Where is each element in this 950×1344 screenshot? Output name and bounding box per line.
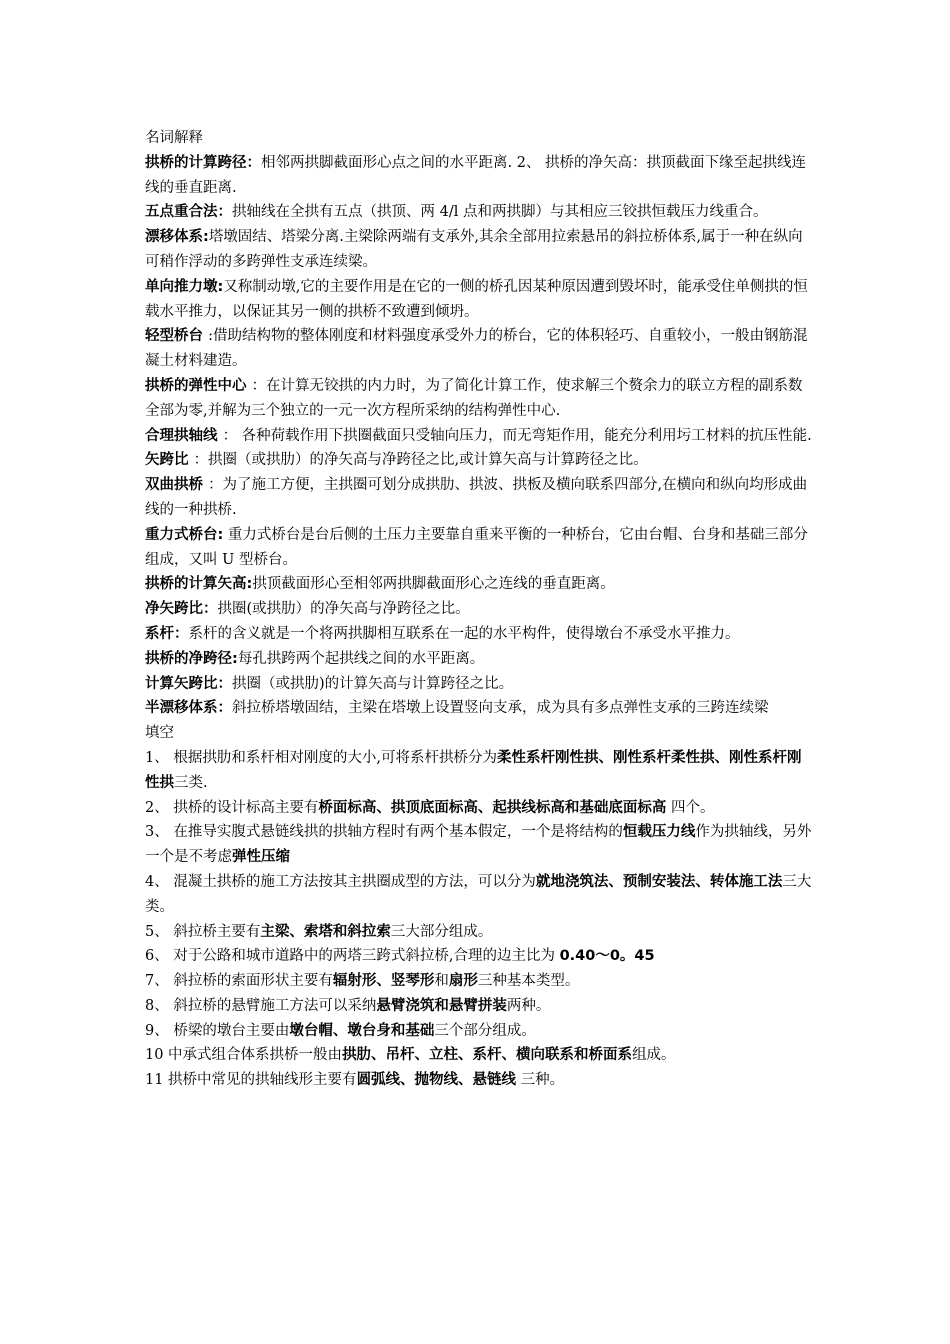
fill-item — [145, 1068, 815, 1093]
term-text: ：为了施工方便，主拱圈可划分成拱肋、拱波、拱板及横向联系四部分,在横向和纵向均形成曲线的一种拱桥. — [145, 477, 808, 518]
term-text: 斜拉桥塔墩固结，主梁在塔墩上设置竖向支承，成为具有多点弹性支承的三跨连续梁 — [232, 700, 769, 717]
answer-text: 弹性压缩 — [232, 849, 290, 866]
fill-list — [145, 746, 815, 1093]
term-definition — [145, 622, 815, 647]
term-definition — [145, 523, 815, 573]
term-name: 五点重合法： — [145, 204, 232, 221]
term-definition — [145, 448, 815, 473]
question-text: 作为拱轴线，另外一个是不考虑 — [145, 824, 812, 866]
answer-text: 拱肋、吊杆、立柱、系杆、横向联系和桥面系 — [342, 1047, 633, 1064]
question-text: 8、 斜拉桥的悬臂施工方法可以采纳 — [145, 997, 377, 1014]
question-text: 3、 在推导实腹式悬链线拱的拱轴方程时有两个基本假定，一个是将结构的 — [145, 824, 623, 841]
term-text: ： 各种荷载作用下拱圈截面只受轴向压力，而无弯矩作用，能充分利用圬工材料的抗压性能. — [222, 427, 812, 444]
fill-item — [145, 1043, 815, 1068]
term-name: 单向推力墩: — [145, 278, 224, 295]
question-text: 四个。 — [666, 799, 715, 816]
term-name: 双曲拱桥 — [145, 477, 209, 494]
question-text: 10 中承式组合体系拱桥一般由 — [145, 1047, 343, 1064]
term-name: 重力式桥台: — [145, 526, 224, 543]
term-definition — [145, 672, 815, 697]
term-definition — [145, 473, 815, 523]
question-text: 6、 对于公路和城市道路中的两塔三跨式斜拉桥,合理的边主比为 — [145, 948, 560, 965]
term-text: 拱顶截面形心至相邻两拱脚截面形心之连线的垂直距离。 — [252, 576, 615, 593]
term-definition — [145, 424, 815, 449]
terms-list — [145, 151, 815, 721]
fill-item — [145, 820, 815, 870]
question-text: 7、 斜拉桥的索面形状主要有 — [145, 973, 333, 990]
answer-text: 主梁、索塔和斜拉索 — [260, 923, 391, 940]
question-text: 2、 拱桥的设计标高主要有 — [145, 799, 319, 816]
term-text: 相邻两拱脚截面形心点之间的水平距离. 2、 拱桥的净矢高：拱顶截面下缘至起拱线连线的垂直距离. — [145, 154, 807, 196]
fill-item — [145, 796, 815, 821]
answer-text: 墩台帽、墩台身和基础 — [289, 1022, 435, 1039]
question-text: 4、 混凝土拱桥的施工方法按其主拱圈成型的方法，可以分为 — [145, 873, 536, 890]
term-definition — [145, 572, 815, 597]
term-name: 轻型桥台 — [145, 328, 209, 345]
answer-text: 悬臂浇筑和悬臂拼装 — [376, 997, 507, 1014]
question-text: 5、 斜拉桥主要有 — [145, 923, 261, 940]
term-definition — [145, 324, 815, 374]
term-name: 净矢跨比： — [145, 601, 218, 618]
question-text: 1、 根据拱肋和系杆相对刚度的大小,可将系杆拱桥分为 — [145, 749, 497, 766]
term-name: 系杆： — [145, 625, 189, 642]
question-text: 三个部分组成。 — [434, 1022, 536, 1039]
question-text: 三种。 — [516, 1072, 565, 1089]
term-text: 重力式桥台是台后侧的土压力主要靠自重来平衡的一种桥台，它由台帽、台身和基础三部分组成，又叫 U 型桥台。 — [145, 526, 808, 568]
term-name: 拱桥的净跨径: — [145, 650, 238, 667]
question-text: 9、 桥梁的墩台主要由 — [145, 1022, 290, 1039]
term-text: 拱轴线在全拱有五点（拱顶、两 4/l 点和两拱脚）与其相应三铰拱恒载压力线重合。 — [232, 204, 768, 221]
term-name: 矢跨比 — [145, 452, 194, 469]
term-name: 拱桥的计算矢高: — [145, 576, 253, 593]
term-text: 塔墩固结、塔梁分离.主梁除两端有支承外,其余全部用拉索悬吊的斜拉桥体系,属于一种在纵向可稍作浮动的多跨弹性支承连续梁。 — [145, 229, 803, 270]
question-text: 三大部分组成。 — [390, 923, 493, 940]
fill-item — [145, 1019, 815, 1044]
term-name: 拱桥的计算跨径： — [145, 154, 261, 171]
answer-text: 0.40～0。45 — [559, 948, 655, 965]
term-definition — [145, 225, 815, 275]
term-text: ：拱圈（或拱肋）的净矢高与净跨径之比,或计算矢高与计算跨径之比。 — [193, 452, 648, 469]
answer-text: 柔性系杆刚性拱、刚性系杆柔性拱、刚性系杆刚性拱 — [145, 749, 802, 791]
question-text: 组成。 — [632, 1047, 676, 1064]
question-text: 三大类。 — [145, 873, 812, 915]
term-text: 拱圈（或拱肋)的计算矢高与计算跨径之比。 — [232, 675, 514, 692]
answer-text: 就地浇筑法、预制安装法、转体施工法 — [535, 873, 783, 890]
question-text: 三类. — [174, 774, 208, 791]
answer-text: 恒载压力线 — [622, 824, 696, 841]
answer-text: 桥面标高、拱顶底面标高、起拱线标高和基础底面标高 — [318, 799, 667, 816]
fill-item — [145, 969, 815, 994]
section-heading-terms: 名词解释 — [145, 130, 203, 146]
term-name: 漂移体系: — [145, 229, 209, 246]
fill-item — [145, 870, 815, 920]
term-text: :借助结构物的整体刚度和材料强度承受外力的桥台，它的体积轻巧、自重较小，一般由钢筋混凝土材料建造。 — [145, 328, 808, 370]
question-text: 三种基本类型。 — [477, 973, 580, 990]
fill-item — [145, 994, 815, 1019]
term-name: 半漂移体系： — [145, 700, 232, 717]
answer-text: 扇形 — [448, 973, 478, 990]
fill-item — [145, 920, 815, 945]
fill-item — [145, 944, 815, 969]
question-text: 两种。 — [506, 997, 551, 1014]
term-name: 合理拱轴线 — [145, 427, 223, 444]
term-name: 计算矢跨比： — [145, 675, 232, 692]
question-text: 和 — [434, 973, 449, 990]
term-name: 拱桥的弹性中心 — [145, 377, 252, 394]
term-definition — [145, 647, 815, 672]
section-heading-fill: 填空 — [145, 725, 174, 742]
term-text: ：在计算无铰拱的内力时，为了简化计算工作，使求解三个赘余力的联立方程的副系数全部为零,并解为三个独立的一元一次方程所采纳的结构弹性中心. — [145, 377, 803, 419]
term-definition — [145, 200, 815, 225]
term-definition — [145, 696, 815, 721]
term-text: 拱圈(或拱肋）的净矢高与净跨径之比。 — [217, 601, 470, 618]
term-definition — [145, 275, 815, 325]
term-text: 系杆的含义就是一个将两拱脚相互联系在一起的水平构件，使得墩台不承受水平推力。 — [188, 625, 740, 642]
answer-text: 圆弧线、抛物线、悬链线 — [356, 1072, 517, 1089]
term-text: 每孔拱跨两个起拱线之间的水平距离。 — [237, 650, 485, 667]
fill-item — [145, 746, 815, 796]
term-definition — [145, 597, 815, 622]
question-text: 11 拱桥中常见的拱轴线形主要有 — [145, 1072, 357, 1089]
term-definition — [145, 374, 815, 424]
term-definition — [145, 151, 815, 201]
document-body — [145, 126, 815, 1093]
term-text: 又称制动墩,它的主要作用是在它的一侧的桥孔因某种原因遭到毁坏时，能承受住单侧拱的恒载水平推力，以保证其另一侧的拱桥不致遭到倾坍。 — [145, 278, 808, 320]
answer-text: 辐射形、竖琴形 — [332, 973, 435, 990]
